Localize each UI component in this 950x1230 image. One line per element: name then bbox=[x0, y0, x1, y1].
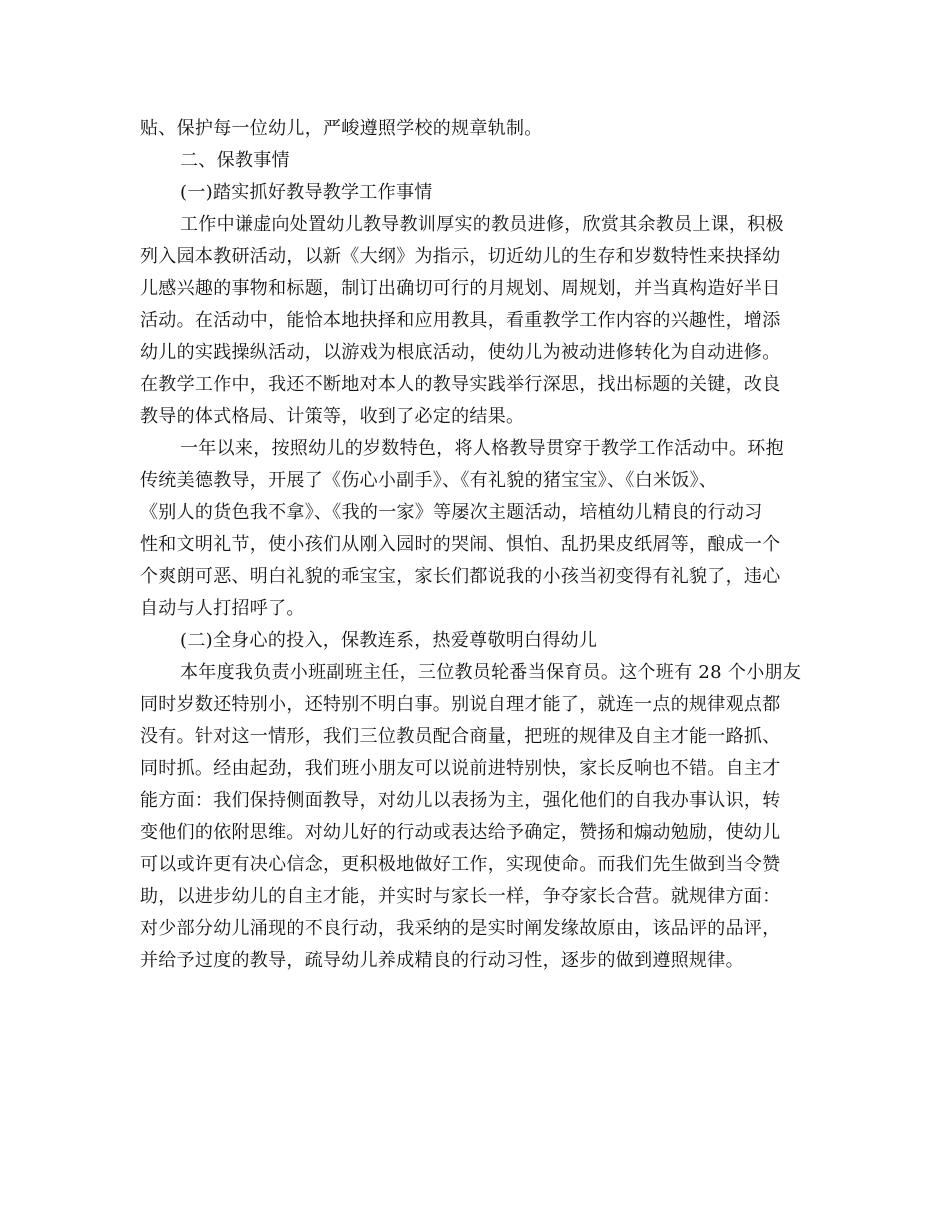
text-line: 自动与人打招呼了。 bbox=[140, 598, 305, 619]
text-line: 同时抓。经由起劲，我们班小朋友可以说前进特别快，家长反响也不错。自主才 bbox=[140, 758, 781, 779]
text-line: 能方面：我们保持侧面教导，对幼儿以表扬为主，强化他们的自我办事认识，转 bbox=[140, 790, 781, 811]
text-line: 个爽朗可恶、明白礼貌的乖宝宝，家长们都说我的小孩当初变得有礼貌了，违心 bbox=[140, 566, 781, 587]
text-line: (二)全身心的投入，保教连系，热爱尊敬明白得幼儿 bbox=[180, 630, 598, 651]
text-line: 列入园本教研活动，以新《大纲》为指示，切近幼儿的生存和岁数特性来抉择幼 bbox=[140, 246, 781, 267]
text-line: 《别人的货色我不拿》、《我的一家》等屡次主题活动，培植幼儿精良的行动习 bbox=[140, 502, 763, 523]
text-line: (一)踏实抓好教导教学工作事情 bbox=[180, 182, 433, 203]
text-line: 一年以来，按照幼儿的岁数特色，将人格教导贯穿于教学工作活动中。环抱 bbox=[180, 438, 784, 459]
text-line: 幼儿的实践操纵活动，以游戏为根底活动，使幼儿为被动进修转化为自动进修。 bbox=[140, 342, 781, 363]
text-line: 活动。在活动中，能恰本地抉择和应用教具，看重教学工作内容的兴趣性，增添 bbox=[140, 310, 781, 331]
text-line: 没有。针对这一情形，我们三位教员配合商量，把班的规律及自主才能一路抓、 bbox=[140, 726, 781, 747]
text-line: 性和文明礼节，使小孩们从刚入园时的哭闹、惧怕、乱扔果皮纸屑等，酿成一个 bbox=[140, 534, 781, 555]
text-line: 在教学工作中，我还不断地对本人的教导实践举行深思，找出标题的关键，改良 bbox=[140, 374, 781, 395]
text-line: 教导的体式格局、计策等，收到了必定的结果。 bbox=[140, 406, 525, 427]
text-line: 传统美德教导，开展了《伤心小副手》、《有礼貌的猪宝宝》、《白米饭》、 bbox=[140, 470, 718, 491]
text-line: 二、保教事情 bbox=[180, 150, 290, 171]
text-line: 同时岁数还特别小，还特别不明白事。别说自理才能了，就连一点的规律观点都 bbox=[140, 694, 781, 715]
text-line: 并给予过度的教导，疏导幼儿养成精良的行动习性，逐步的做到遵照规律。 bbox=[140, 950, 744, 971]
text-line: 工作中谦虚向处置幼儿教导教训厚实的教员进修，欣赏其余教员上课，积极 bbox=[180, 214, 784, 235]
text-line: 儿感兴趣的事物和标题，制订出确切可行的月规划、周规划，并当真构造好半日 bbox=[140, 278, 781, 299]
text-line: 变他们的依附思维。对幼儿好的行动或表达给予确定，赞扬和煽动勉励，使幼儿 bbox=[140, 822, 781, 843]
document-body bbox=[140, 113, 810, 977]
text-line: 可以或许更有决心信念，更积极地做好工作，实现使命。而我们先生做到当令赞 bbox=[140, 854, 781, 875]
text-line: 本年度我负责小班副班主任，三位教员轮番当保育员。这个班有 28 个小朋友 bbox=[180, 662, 802, 683]
text-line: 贴、保护每一位幼儿，严峻遵照学校的规章轨制。 bbox=[140, 118, 543, 139]
text-line: 助，以进步幼儿的自主才能，并实时与家长一样，争夺家长合营。就规律方面： bbox=[140, 886, 781, 907]
text-line: 对少部分幼儿涌现的不良行动，我采纳的是实时阐发缘故原由，该品评的品评， bbox=[140, 918, 781, 939]
